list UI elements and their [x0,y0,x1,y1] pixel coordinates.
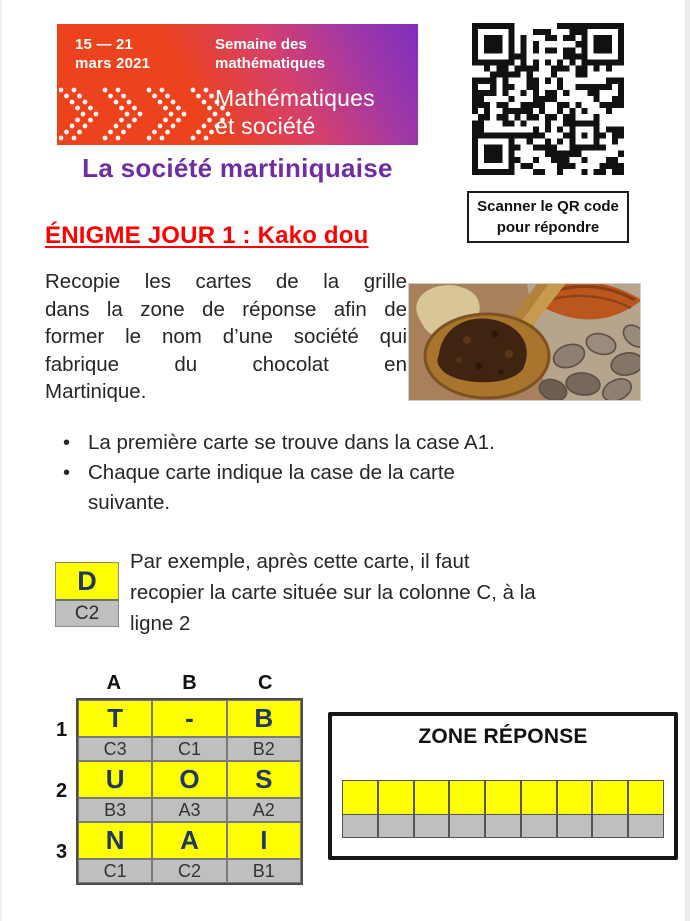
grid-column-header: C [257,672,273,694]
answer-case-cell [628,815,664,838]
answer-case-cell [342,815,378,838]
answer-case-cell [592,815,628,838]
intro-line: Recopie les cartes de la grille [45,270,407,293]
answer-letter-cell [485,780,521,815]
answer-letter-row [342,780,664,815]
answer-letter-cell [521,780,557,815]
grid-case-row [78,798,301,822]
grid-row-pair [56,761,301,822]
intro-line: dans la zone de réponse afin de [45,297,407,321]
grid-row-header: 2 [56,780,68,802]
grid-case-row [78,859,301,883]
grid-letter-row [78,700,301,737]
puzzle-heading: ÉNIGME JOUR 1 : Kako dou [45,222,369,249]
answer-letter-cell [414,780,450,815]
answer-letter-cell [342,780,378,815]
grid-letter-cell: I [227,822,301,859]
answer-case-cell [414,815,450,838]
grid-row-header: 1 [56,719,68,741]
grid-case-cell: B2 [227,737,301,761]
example-text-line: recopier la carte située sur la colonne C, à la [130,581,536,604]
rule-text-line: suivante. [88,491,171,514]
answer-case-row [342,815,664,838]
grid-letter-cell: O [152,761,226,798]
banner-dates-line1: 15 — 21 [75,36,134,53]
grid-letter-cell: B [227,700,301,737]
grid-case-cell: C3 [78,737,152,761]
rule-item [63,458,503,518]
banner-program-line1: Semaine des [215,36,307,53]
banner-dates-line2: mars 2021 [75,55,151,72]
answer-letter-cell [557,780,593,815]
grid-case-cell: B3 [78,798,152,822]
rules-list [63,428,503,518]
qr-caption-line1: Scanner le QR code [477,198,619,215]
example-text [130,546,630,639]
intro-line: Martinique. [45,380,147,403]
grid-case-cell: C1 [78,859,152,883]
answer-case-cell [378,815,414,838]
grid-letter-cell: T [78,700,152,737]
grid-row-pair [56,700,301,761]
qr-caption-line2: pour répondre [496,219,600,236]
answer-zone-title: ZONE RÉPONSE [418,725,588,748]
page-subtitle: La société martiniquaise [82,153,393,183]
example-card-letter: D [55,562,119,601]
grid-table [56,698,303,885]
grid-case-cell: C2 [152,859,226,883]
rule-text: • La première carte se trouve dans la case A1. [88,431,495,454]
grid-row-pair [56,822,301,883]
example-text-line: ligne 2 [130,612,191,635]
banner-theme [215,84,375,140]
rule-text-line: • Chaque carte indique la case de la carte [88,461,455,484]
banner-program [215,35,325,73]
example-text-line: Par exemple, après cette carte, il faut [130,550,470,573]
answer-case-cell [485,815,521,838]
answer-zone [328,712,678,860]
intro-line: fabrique du chocolat en [45,352,407,376]
rule-item [63,428,503,458]
grid-letter-row [78,822,301,859]
answer-case-cell [449,815,485,838]
page-left-edge [0,0,2,921]
answer-cells [342,780,664,838]
grid-case-row [78,737,301,761]
answer-case-cell [557,815,593,838]
grid-case-cell: A2 [227,798,301,822]
event-banner [57,24,418,145]
grid-letter-row [78,761,301,798]
answer-letter-cell [378,780,414,815]
page-right-edge [685,0,690,921]
answer-letter-cell [592,780,628,815]
grid-column-header: B [182,672,197,694]
banner-theme-line2: et société [215,113,316,139]
grid-row-header: 3 [56,841,68,863]
card-grid [56,672,303,885]
grid-case-cell: B1 [227,859,301,883]
intro-paragraph [45,268,407,406]
example-card [55,562,119,627]
grid-case-cell: C1 [152,737,226,761]
answer-case-cell [521,815,557,838]
banner-program-line2: mathématiques [215,55,326,72]
answer-letter-cell [628,780,664,815]
grid-letter-cell: N [78,822,152,859]
grid-column-headers [76,672,303,696]
qr-caption [467,191,629,243]
banner-dates [75,35,150,73]
chevron-dots-icon [59,86,237,142]
answer-letter-cell [449,780,485,815]
grid-letter-cell: U [78,761,152,798]
grid-letter-cell: S [227,761,301,798]
grid-case-cell: A3 [152,798,226,822]
banner-theme-line1: Mathématiques [215,85,375,111]
grid-column-header: A [106,672,122,694]
cocoa-photo [408,283,641,401]
qr-code-icon [472,23,624,175]
example-card-case: C2 [55,601,119,627]
rule-text [88,458,455,518]
intro-line: former le nom d’une société qui [45,325,407,348]
grid-letter-cell: A [152,822,226,859]
grid-letter-cell: - [152,700,226,737]
